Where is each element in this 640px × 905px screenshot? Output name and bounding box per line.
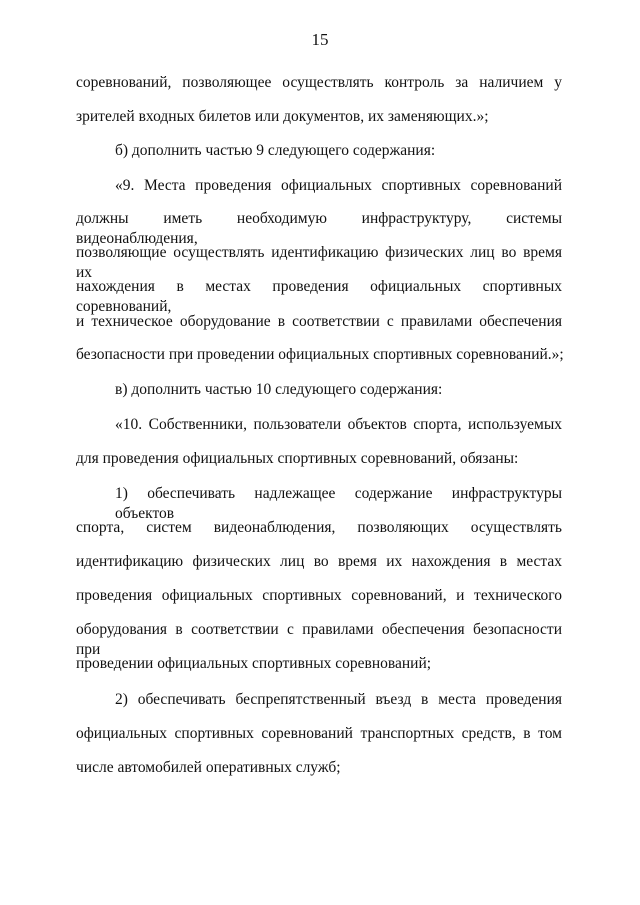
- text-line: безопасности при проведении официальных спортивных соревнований.»;: [76, 346, 564, 363]
- text-line: проведении официальных спортивных соревнований;: [76, 655, 432, 672]
- text-line: соревнований, позволяющее осуществлять контроль за наличием у: [76, 74, 562, 91]
- text-line: и техническое оборудование в соответствии с правилами обеспечения: [76, 313, 562, 330]
- text-line: б) дополнить частью 9 следующего содержания:: [115, 142, 436, 159]
- text-line: спорта, систем видеонаблюдения, позволяющих осуществлять: [76, 519, 562, 536]
- text-line: проведения официальных спортивных соревнований, и технического: [76, 587, 562, 604]
- page-number: 15: [311, 30, 329, 49]
- text-line: оборудования в соответствии с правилами обеспечения безопасности при: [76, 621, 562, 658]
- text-line: в) дополнить частью 10 следующего содержания:: [115, 381, 443, 398]
- text-line: «10. Собственники, пользователи объектов спорта, используемых: [115, 416, 562, 433]
- text-line: для проведения официальных спортивных соревнований, обязаны:: [76, 450, 519, 467]
- text-line: официальных спортивных соревнований транспортных средств, в том: [76, 725, 562, 742]
- text-line: зрителей входных билетов или документов, их заменяющих.»;: [76, 108, 489, 125]
- text-line: позволяющие осуществлять идентификацию физических лиц во время их: [76, 244, 562, 281]
- text-line: «9. Места проведения официальных спортивных соревнований: [115, 177, 562, 194]
- text-line: 2) обеспечивать беспрепятственный въезд в места проведения: [115, 691, 562, 708]
- text-line: числе автомобилей оперативных служб;: [76, 759, 341, 776]
- text-line: должны иметь необходимую инфраструктуру, системы видеонаблюдения,: [76, 210, 562, 247]
- text-line: нахождения в местах проведения официальных спортивных соревнований,: [76, 278, 562, 315]
- text-line: 1) обеспечивать надлежащее содержание инфраструктуры объектов: [115, 485, 562, 522]
- text-line: идентификацию физических лиц во время их нахождения в местах: [76, 553, 562, 570]
